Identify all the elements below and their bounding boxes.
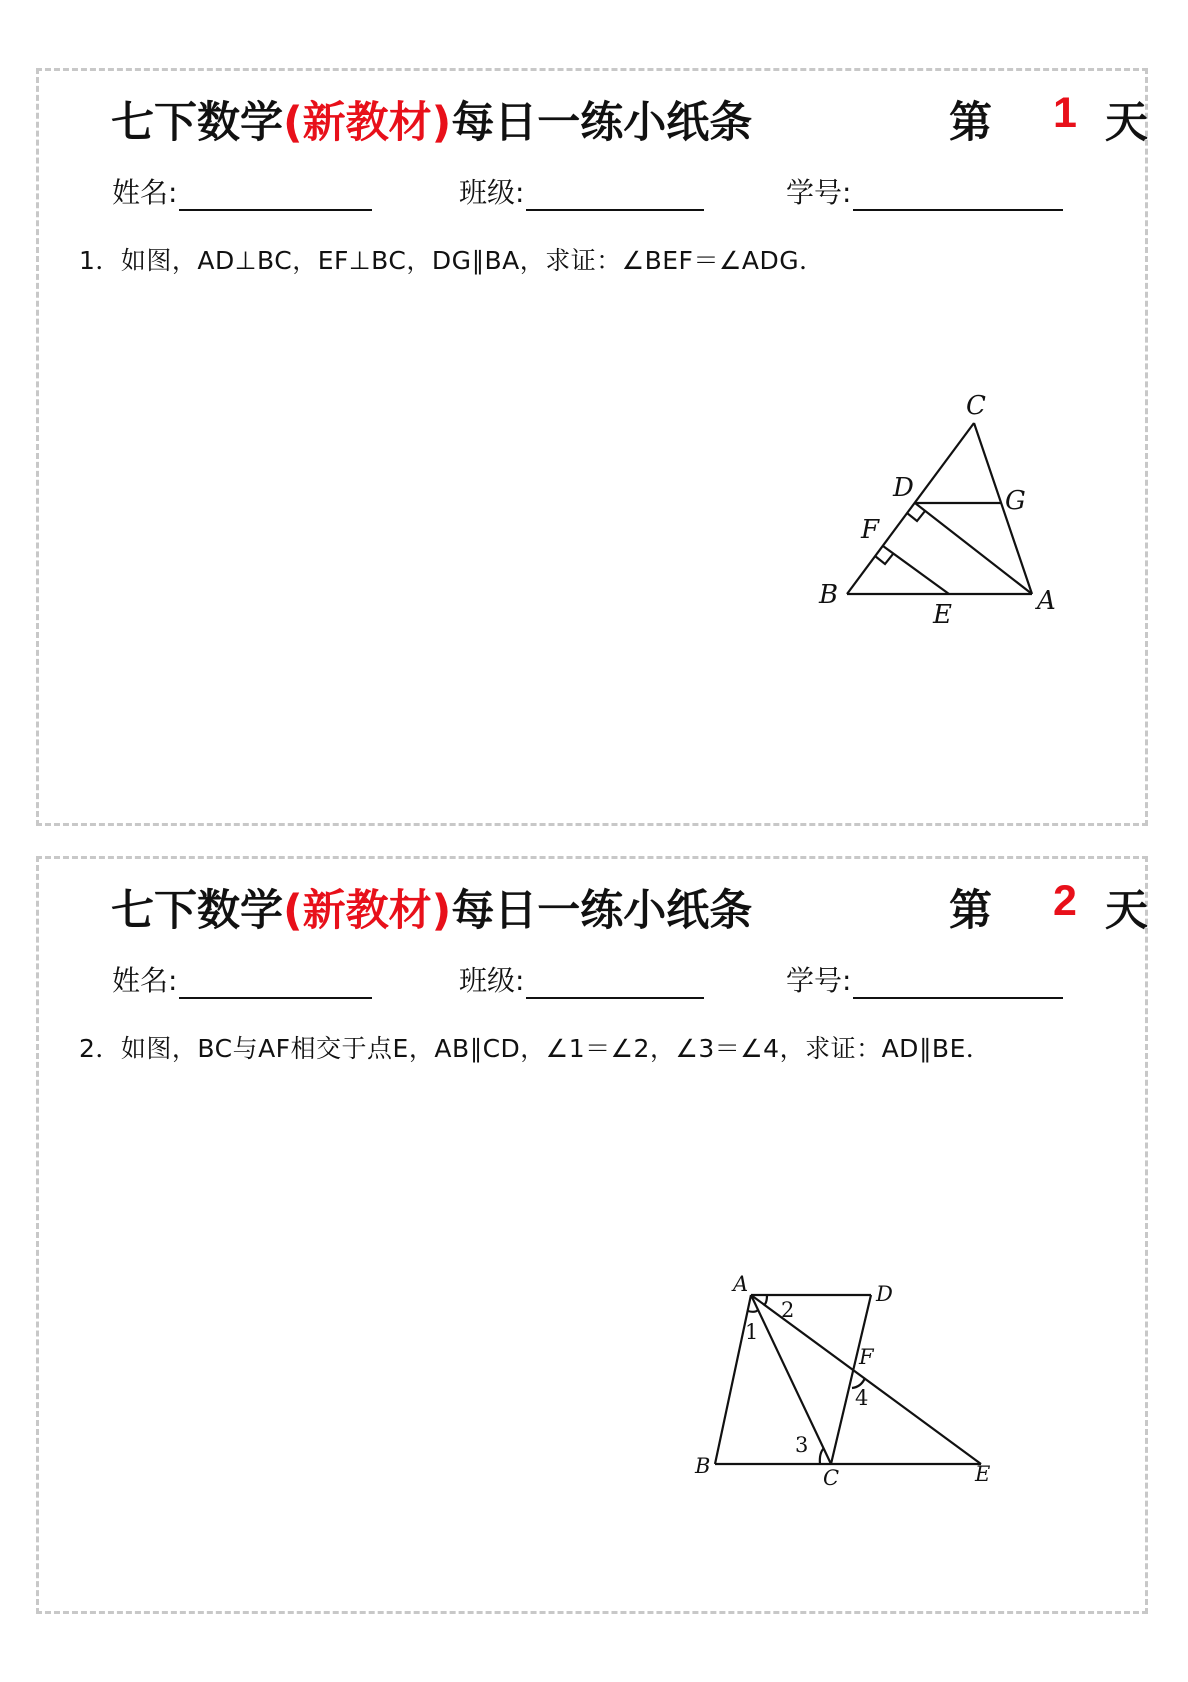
label-f: F <box>859 1345 874 1369</box>
card-title-row <box>111 877 1148 937</box>
name-label: 姓名: <box>112 964 178 997</box>
day-prefix: 第 <box>949 98 992 148</box>
label-e: E <box>975 1462 991 1486</box>
name-blank[interactable] <box>179 967 372 999</box>
student-number-label: 学号: <box>786 176 852 209</box>
name-blank[interactable] <box>179 179 372 211</box>
label-b: B <box>695 1454 711 1478</box>
label-angle-3: 3 <box>795 1433 809 1457</box>
day-suffix: 天 <box>1105 886 1148 936</box>
geometry-figure-2 <box>695 1272 1079 1519</box>
title-prefix: 七下数学 <box>111 98 283 148</box>
geometry-figure-1 <box>819 341 1129 681</box>
question-text: 1．如图，AD⊥BC，EF⊥BC，DG∥BA，求证：∠BEF＝∠ADG． <box>79 246 825 275</box>
class-label: 班级: <box>459 964 525 997</box>
label-a: A <box>1037 586 1056 616</box>
label-b: B <box>819 580 839 610</box>
label-d: D <box>893 473 914 503</box>
name-field <box>112 959 372 999</box>
title-suffix: 每日一练小纸条 <box>451 886 753 936</box>
label-g: G <box>1005 486 1026 516</box>
angle-arc-3 <box>820 1448 824 1464</box>
class-label: 班级: <box>459 176 525 209</box>
practice-card-day-1 <box>36 68 1148 826</box>
label-e: E <box>933 600 952 630</box>
angle-arc-2 <box>764 1295 767 1305</box>
class-field <box>459 959 704 999</box>
label-angle-4: 4 <box>855 1386 869 1410</box>
label-d: D <box>876 1282 893 1306</box>
angle-arc-1 <box>748 1310 758 1312</box>
title-highlight: (新教材) <box>283 886 452 936</box>
day-suffix: 天 <box>1105 98 1148 148</box>
segment-ad <box>915 503 1032 594</box>
class-field <box>459 171 704 211</box>
question-text: 2．如图，BC与AF相交于点E，AB∥CD，∠1＝∠2，∠3＝∠4，求证：AD∥BE． <box>79 1034 992 1063</box>
day-prefix: 第 <box>949 886 992 936</box>
student-number-blank[interactable] <box>853 179 1063 211</box>
label-c: C <box>966 391 986 421</box>
day-number: 1 <box>1053 89 1077 137</box>
title-highlight: (新教材) <box>283 98 452 148</box>
class-blank[interactable] <box>526 967 704 999</box>
student-number-blank[interactable] <box>853 967 1063 999</box>
segment-ef <box>883 546 949 594</box>
practice-card-day-2 <box>36 856 1148 1614</box>
label-a: A <box>733 1272 749 1296</box>
right-angle-f <box>875 554 893 564</box>
student-info-row <box>39 959 1139 1003</box>
name-label: 姓名: <box>112 176 178 209</box>
class-blank[interactable] <box>526 179 704 211</box>
segment-bc <box>847 423 974 594</box>
label-f: F <box>861 515 880 545</box>
card-title <box>111 89 752 150</box>
label-c: C <box>823 1466 840 1490</box>
title-suffix: 每日一练小纸条 <box>451 98 753 148</box>
card-title-row <box>111 89 1148 149</box>
student-number-field <box>786 171 1063 211</box>
name-field <box>112 171 372 211</box>
student-info-row <box>39 171 1139 215</box>
right-angle-d <box>907 511 925 521</box>
student-number-label: 学号: <box>786 964 852 997</box>
day-number: 2 <box>1053 877 1077 925</box>
label-angle-2: 2 <box>781 1298 795 1322</box>
label-angle-1: 1 <box>745 1320 759 1344</box>
title-prefix: 七下数学 <box>111 886 283 936</box>
card-title <box>111 877 752 938</box>
student-number-field <box>786 959 1063 999</box>
